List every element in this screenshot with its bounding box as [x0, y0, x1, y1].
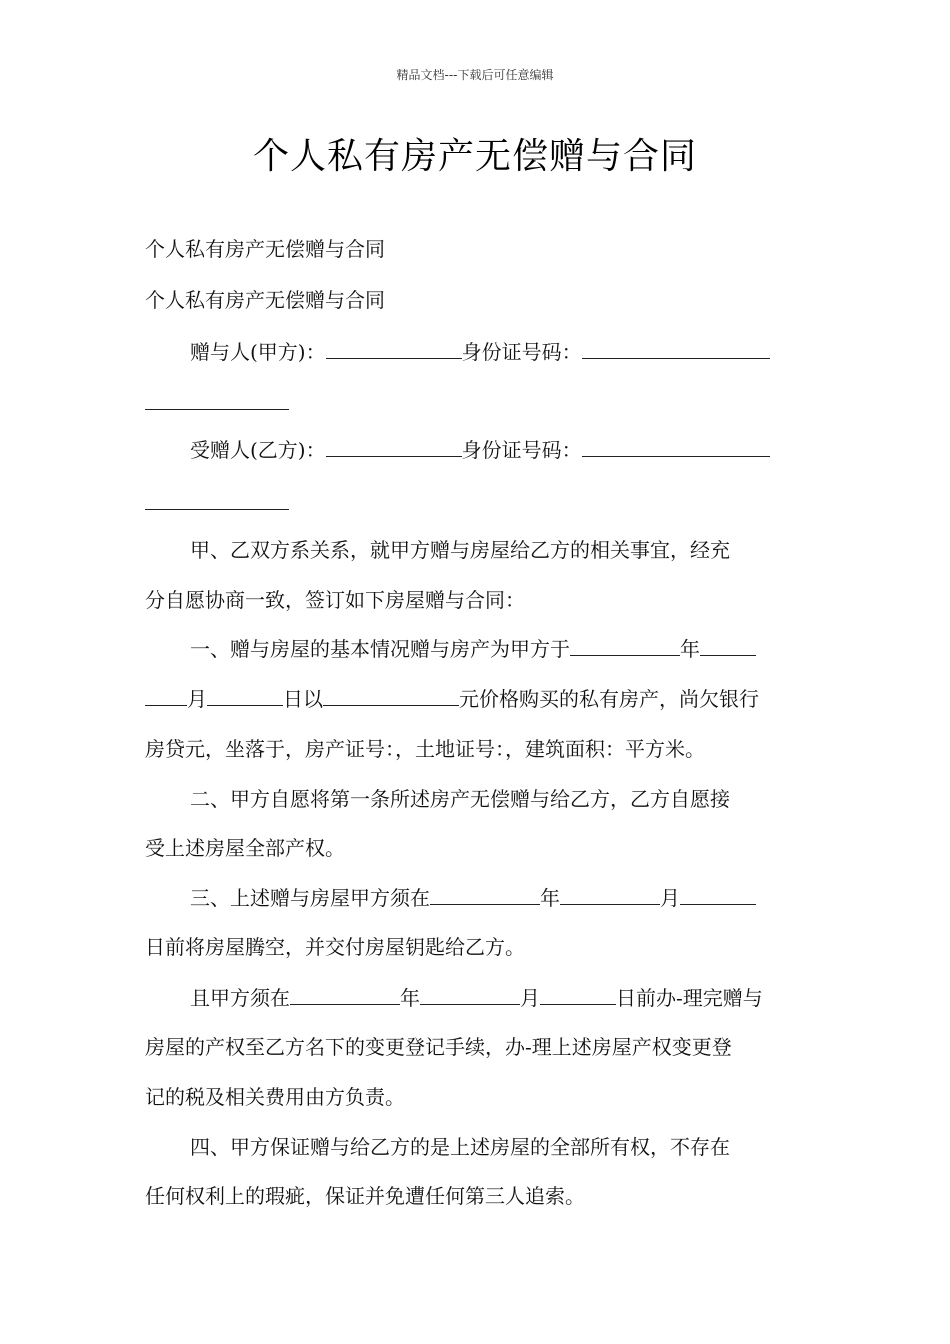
clause3b-year-blank[interactable] [290, 984, 400, 1005]
donor-id-label: 身份证号码： [461, 340, 582, 364]
clause3b-line-3: 记的税及相关费用由方负责。 [145, 1085, 405, 1109]
clause1-day-label: 日以 [283, 687, 323, 711]
recipient-label: 受赠人(乙方)： [190, 438, 326, 462]
clause4-line-2: 任何权利上的瑕疵，保证并免遭任何第三人追索。 [145, 1184, 585, 1208]
recipient-line [190, 435, 770, 465]
intro-line-1: 甲、乙双方系关系，就甲方赠与房屋给乙方的相关事宜，经充 [190, 538, 730, 562]
donor-name-blank[interactable] [326, 338, 462, 359]
clause3-line-1 [190, 883, 756, 913]
donor-id-blank-cont[interactable] [145, 408, 289, 410]
clause3b-text-d: 日前办-理完赠与 [616, 986, 763, 1010]
clause1-month-label: 月 [187, 687, 207, 711]
document-title: 个人私有房产无偿赠与合同 [252, 136, 697, 177]
clause3-text-a: 三、上述赠与房屋甲方须在 [190, 886, 430, 910]
clause3b-line-1 [190, 983, 763, 1013]
clause2-line-1: 二、甲方自愿将第一条所述房产无偿赠与给乙方，乙方自愿接 [190, 787, 730, 811]
clause4-line-1: 四、甲方保证赠与给乙方的是上述房屋的全部所有权，不存在 [190, 1135, 730, 1159]
recipient-name-blank[interactable] [326, 436, 462, 457]
subtitle-2: 个人私有房产无偿赠与合同 [145, 288, 385, 312]
clause3-day-blank[interactable] [680, 884, 756, 905]
recipient-id-label: 身份证号码： [461, 438, 582, 462]
clause2-line-2: 受上述房屋全部产权。 [145, 836, 345, 860]
clause1-day-blank[interactable] [207, 685, 283, 706]
clause3b-text-a: 且甲方须在 [190, 986, 290, 1010]
donor-label: 赠与人(甲方)： [190, 340, 326, 364]
clause1-line-3: 房贷元，坐落于，房产证号：，土地证号：，建筑面积：平方米。 [145, 737, 705, 761]
clause3b-day-blank[interactable] [540, 984, 616, 1005]
recipient-id-blank[interactable] [582, 436, 770, 457]
clause1-year-label: 年 [680, 637, 700, 661]
recipient-id-blank-cont[interactable] [145, 508, 289, 510]
clause3-month-blank[interactable] [560, 884, 660, 905]
clause3b-year-label: 年 [400, 986, 420, 1010]
clause3-year-label: 年 [540, 886, 560, 910]
clause3-year-blank[interactable] [430, 884, 540, 905]
clause1-text-a: 一、赠与房屋的基本情况赠与房产为甲方于 [190, 637, 570, 661]
clause1-month-blank-a[interactable] [700, 635, 756, 656]
clause3b-line-2: 房屋的产权至乙方名下的变更登记手续，办-理上述房屋产权变更登 [145, 1035, 732, 1059]
subtitle-1: 个人私有房产无偿赠与合同 [145, 237, 385, 261]
clause1-month-blank-b[interactable] [145, 685, 187, 706]
clause3b-month-blank[interactable] [420, 984, 520, 1005]
intro-line-2: 分自愿协商一致，签订如下房屋赠与合同： [145, 588, 525, 612]
clause1-line-2 [145, 684, 759, 714]
clause1-year-blank[interactable] [570, 635, 680, 656]
clause1-text-c: 元价格购买的私有房产，尚欠银行 [459, 687, 759, 711]
clause3-line-2: 日前将房屋腾空，并交付房屋钥匙给乙方。 [145, 935, 525, 959]
donor-id-blank[interactable] [582, 338, 770, 359]
clause1-price-blank[interactable] [323, 685, 459, 706]
header-note: 精品文档---下载后可任意编辑 [396, 68, 554, 82]
donor-line [190, 337, 770, 367]
clause3-month-label: 月 [660, 886, 680, 910]
clause1-line-1 [190, 634, 756, 664]
clause3b-month-label: 月 [520, 986, 540, 1010]
